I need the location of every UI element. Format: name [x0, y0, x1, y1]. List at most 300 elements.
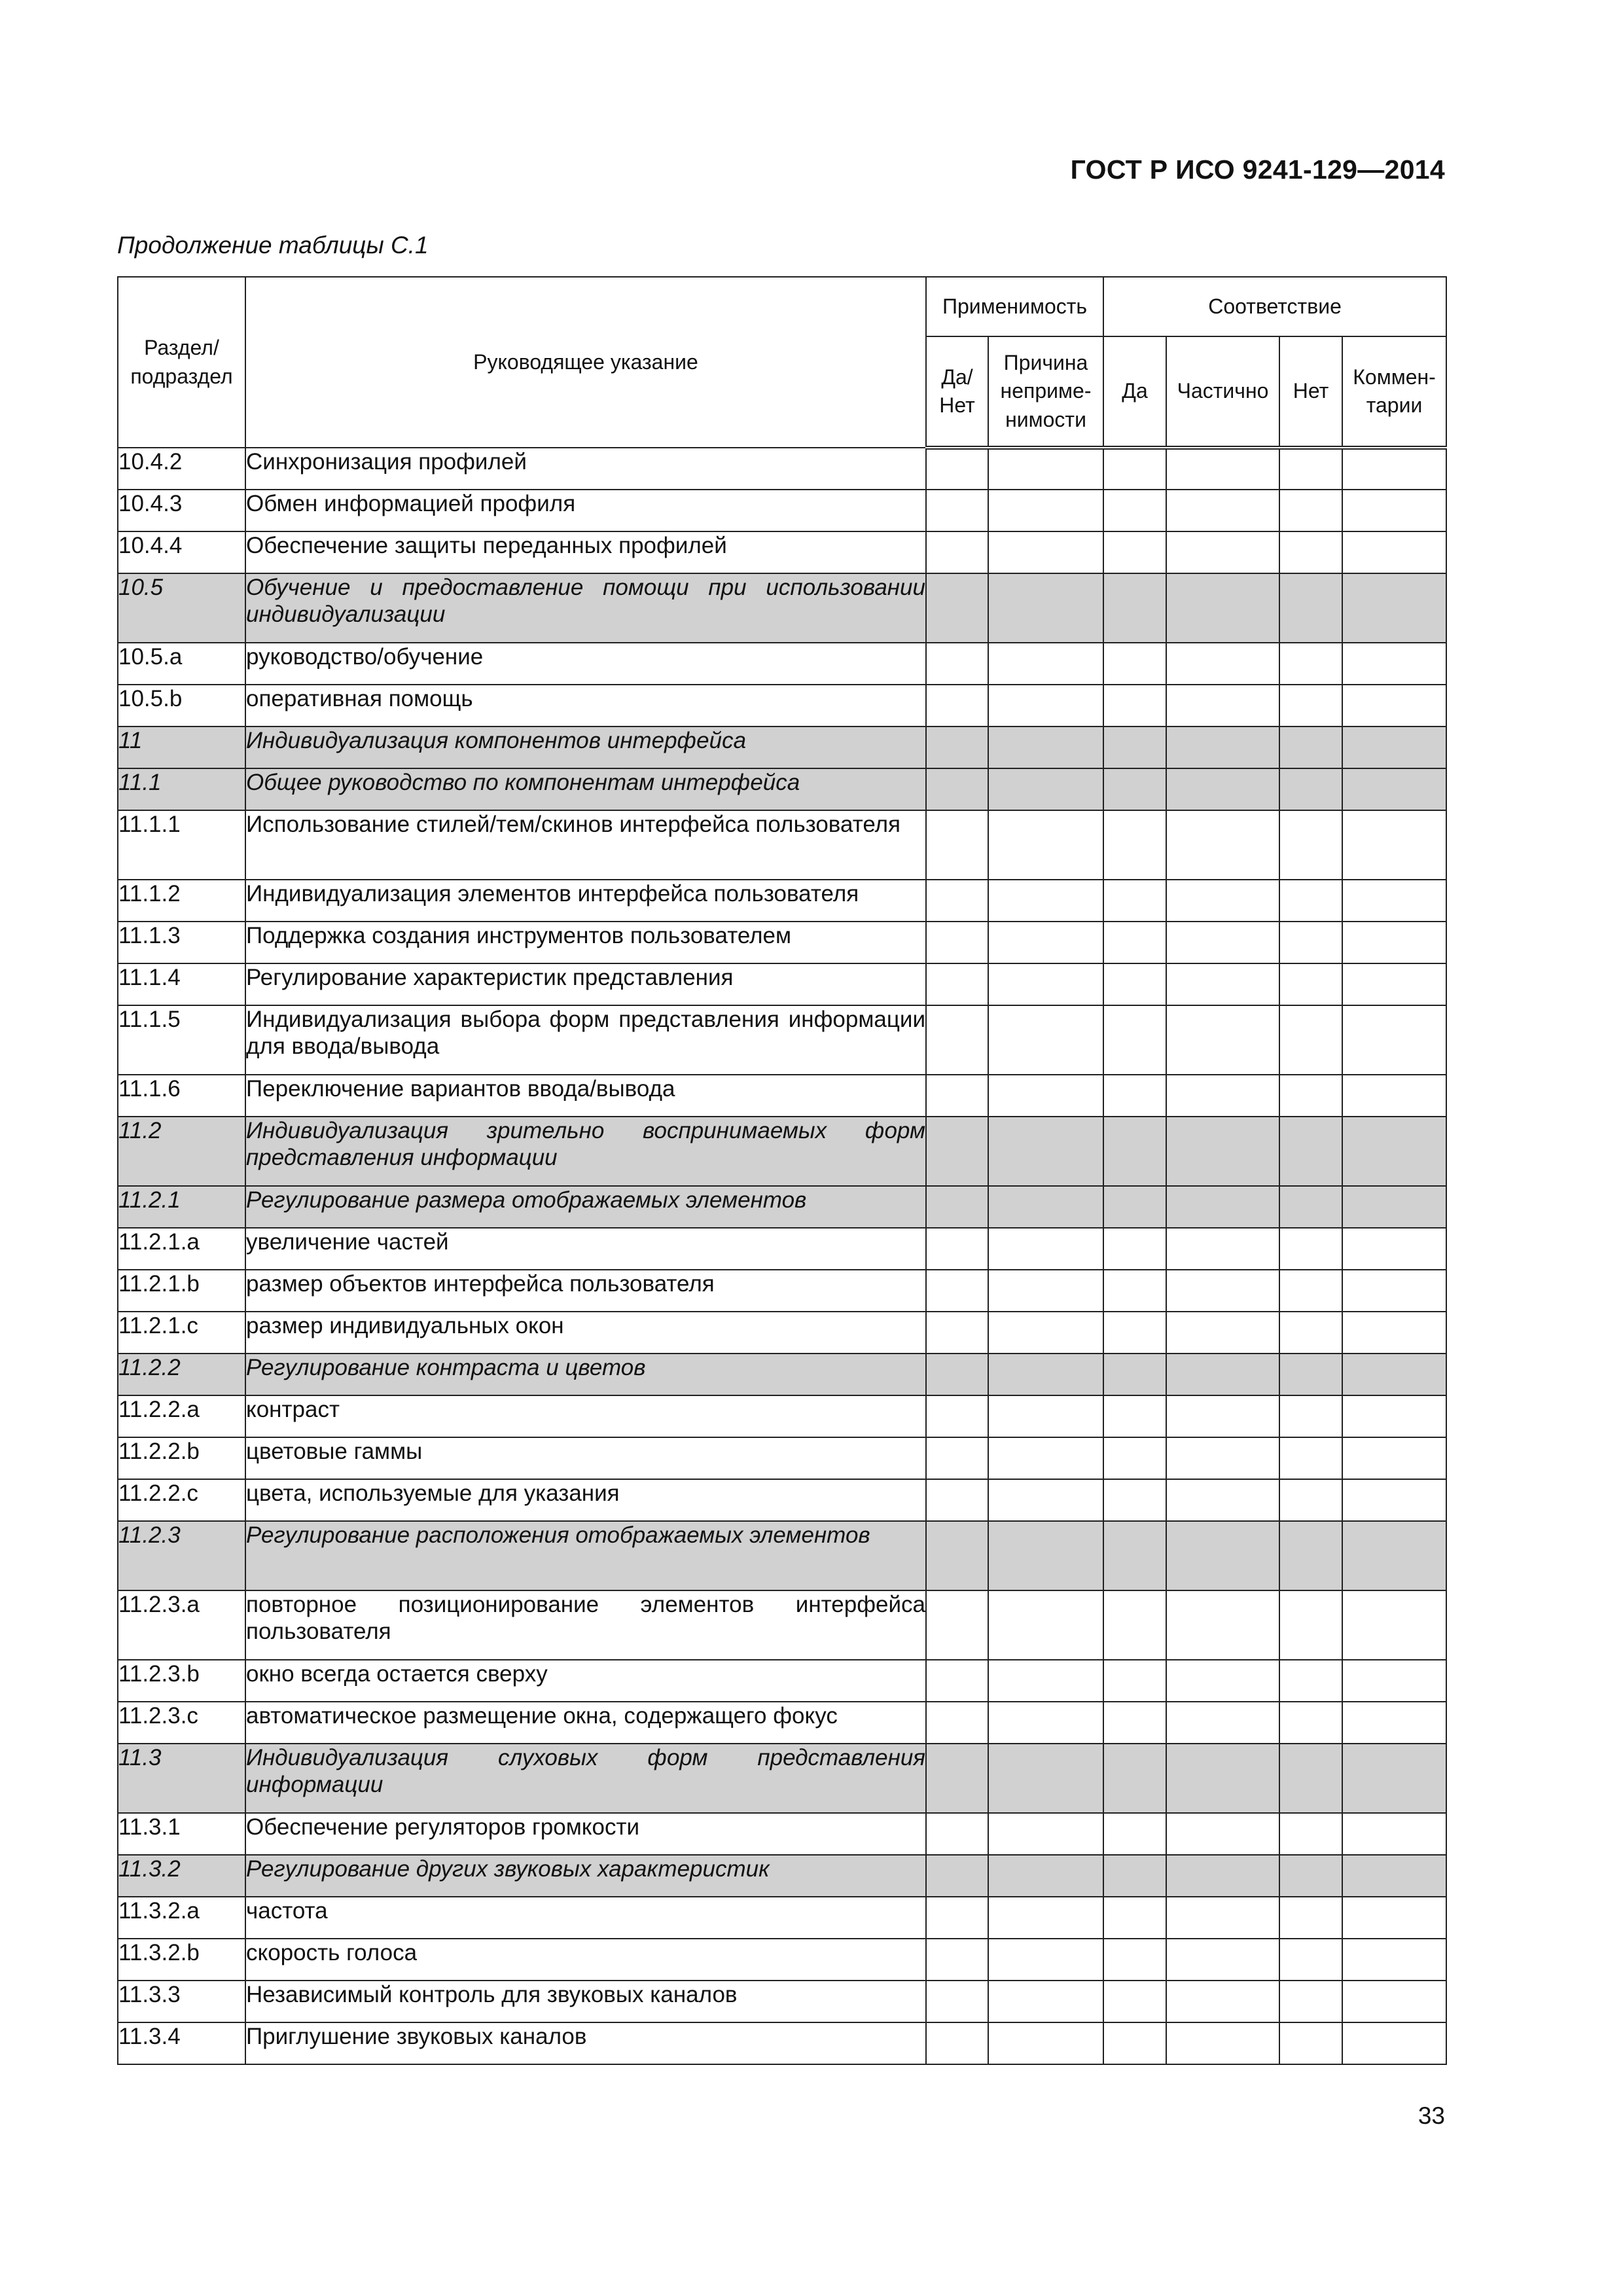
table-row	[118, 810, 1446, 880]
applicable-cell[interactable]	[926, 1186, 988, 1228]
applicable-cell[interactable]	[926, 1117, 988, 1186]
yes-cell[interactable]	[1103, 768, 1166, 810]
table-row	[118, 1479, 1446, 1521]
no-cell[interactable]	[1279, 1813, 1342, 1855]
reason-cell[interactable]	[988, 1437, 1103, 1479]
section-number: 11.2.3.b	[118, 1660, 245, 1702]
no-cell[interactable]	[1279, 1855, 1342, 1897]
comments-cell[interactable]	[1342, 2022, 1446, 2064]
guidance-text: оперативная помощь	[245, 685, 926, 726]
no-cell[interactable]	[1279, 1981, 1342, 2022]
yes-cell[interactable]	[1103, 1855, 1166, 1897]
partial-cell[interactable]	[1166, 531, 1279, 573]
applicable-cell[interactable]	[926, 448, 988, 490]
reason-cell[interactable]	[988, 685, 1103, 726]
comments-cell[interactable]	[1342, 1075, 1446, 1117]
applicable-cell[interactable]	[926, 768, 988, 810]
no-cell[interactable]	[1279, 1005, 1342, 1075]
guidance-text: повторное позиционирование элементов интерфейса пользователя	[245, 1590, 926, 1660]
section-number: 11.1.1	[118, 810, 245, 880]
partial-cell[interactable]	[1166, 922, 1279, 963]
table-row	[118, 963, 1446, 1005]
section-number: 10.4.4	[118, 531, 245, 573]
reason-cell[interactable]	[988, 1744, 1103, 1813]
section-number: 10.5.b	[118, 685, 245, 726]
yes-cell[interactable]	[1103, 1228, 1166, 1270]
reason-cell[interactable]	[988, 490, 1103, 531]
section-number: 10.5	[118, 573, 245, 643]
guidance-text: Регулирование контраста и цветов	[245, 1354, 926, 1395]
applicable-cell[interactable]	[926, 1075, 988, 1117]
no-cell[interactable]	[1279, 448, 1342, 490]
no-cell[interactable]	[1279, 963, 1342, 1005]
applicable-cell[interactable]	[926, 880, 988, 922]
no-cell[interactable]	[1279, 573, 1342, 643]
guidance-text: скорость голоса	[245, 1939, 926, 1981]
yes-cell[interactable]	[1103, 1270, 1166, 1312]
yes-cell[interactable]	[1103, 1981, 1166, 2022]
section-number: 11.1.5	[118, 1005, 245, 1075]
guidance-text: Синхронизация профилей	[245, 448, 926, 490]
no-cell[interactable]	[1279, 768, 1342, 810]
table-group-row	[118, 1117, 1446, 1186]
reason-cell[interactable]	[988, 1939, 1103, 1981]
applicable-cell[interactable]	[926, 922, 988, 963]
yes-cell[interactable]	[1103, 1939, 1166, 1981]
reason-cell[interactable]	[988, 1395, 1103, 1437]
reason-cell[interactable]	[988, 1312, 1103, 1354]
comments-cell[interactable]	[1342, 810, 1446, 880]
yes-cell[interactable]	[1103, 1395, 1166, 1437]
applicable-cell[interactable]	[926, 1939, 988, 1981]
table-row	[118, 448, 1446, 490]
partial-cell[interactable]	[1166, 1660, 1279, 1702]
comments-cell[interactable]	[1342, 1005, 1446, 1075]
guidance-text: цвета, используемые для указания	[245, 1479, 926, 1521]
section-number: 11.2.3.c	[118, 1702, 245, 1744]
no-cell[interactable]	[1279, 1590, 1342, 1660]
applicable-cell[interactable]	[926, 1590, 988, 1660]
section-number: 10.4.3	[118, 490, 245, 531]
no-cell[interactable]	[1279, 2022, 1342, 2064]
partial-cell[interactable]	[1166, 1075, 1279, 1117]
section-number: 11.1.4	[118, 963, 245, 1005]
guidance-text: Индивидуализация элементов интерфейса пользователя	[245, 880, 926, 922]
comments-cell[interactable]	[1342, 573, 1446, 643]
guidance-text: Приглушение звуковых каналов	[245, 2022, 926, 2064]
no-cell[interactable]	[1279, 726, 1342, 768]
applicable-cell[interactable]	[926, 1897, 988, 1939]
partial-cell[interactable]	[1166, 1813, 1279, 1855]
no-cell[interactable]	[1279, 1437, 1342, 1479]
comments-cell[interactable]	[1342, 1981, 1446, 2022]
comments-cell[interactable]	[1342, 768, 1446, 810]
table-group-row	[118, 1354, 1446, 1395]
reason-cell[interactable]	[988, 768, 1103, 810]
col-applicability-header: Применимость	[926, 277, 1103, 336]
section-number: 11.3.2.b	[118, 1939, 245, 1981]
applicable-cell[interactable]	[926, 810, 988, 880]
guidance-text: автоматическое размещение окна, содержащего фокус	[245, 1702, 926, 1744]
yes-cell[interactable]	[1103, 880, 1166, 922]
partial-cell[interactable]	[1166, 963, 1279, 1005]
reason-cell[interactable]	[988, 448, 1103, 490]
table-row	[118, 643, 1446, 685]
partial-cell[interactable]	[1166, 1521, 1279, 1590]
guidance-text: Регулирование размера отображаемых элементов	[245, 1186, 926, 1228]
guidance-text: контраст	[245, 1395, 926, 1437]
section-number: 11.2.1.b	[118, 1270, 245, 1312]
guidance-text: Индивидуализация зрительно воспринимаемых форм представления информации	[245, 1117, 926, 1186]
yes-cell[interactable]	[1103, 685, 1166, 726]
partial-cell[interactable]	[1166, 1354, 1279, 1395]
partial-cell[interactable]	[1166, 1395, 1279, 1437]
yes-cell[interactable]	[1103, 1702, 1166, 1744]
applicable-cell[interactable]	[926, 1270, 988, 1312]
comments-cell[interactable]	[1342, 1897, 1446, 1939]
no-cell[interactable]	[1279, 1186, 1342, 1228]
reason-cell[interactable]	[988, 1521, 1103, 1590]
comments-cell[interactable]	[1342, 1813, 1446, 1855]
applicable-cell[interactable]	[926, 1437, 988, 1479]
comments-cell[interactable]	[1342, 1939, 1446, 1981]
applicable-cell[interactable]	[926, 1312, 988, 1354]
no-cell[interactable]	[1279, 685, 1342, 726]
comments-cell[interactable]	[1342, 643, 1446, 685]
partial-cell[interactable]	[1166, 880, 1279, 922]
no-cell[interactable]	[1279, 490, 1342, 531]
applicable-cell[interactable]	[926, 1395, 988, 1437]
yes-cell[interactable]	[1103, 726, 1166, 768]
reason-cell[interactable]	[988, 1354, 1103, 1395]
partial-cell[interactable]	[1166, 768, 1279, 810]
reason-cell[interactable]	[988, 643, 1103, 685]
no-cell[interactable]	[1279, 1702, 1342, 1744]
no-cell[interactable]	[1279, 922, 1342, 963]
section-number: 11.2.3	[118, 1521, 245, 1590]
guidance-text: Регулирование других звуковых характеристик	[245, 1855, 926, 1897]
no-cell[interactable]	[1279, 1939, 1342, 1981]
partial-cell[interactable]	[1166, 448, 1279, 490]
yes-cell[interactable]	[1103, 1354, 1166, 1395]
partial-cell[interactable]	[1166, 685, 1279, 726]
section-number: 11.3.4	[118, 2022, 245, 2064]
yes-cell[interactable]	[1103, 573, 1166, 643]
yes-cell[interactable]	[1103, 1897, 1166, 1939]
comments-cell[interactable]	[1342, 922, 1446, 963]
table-row	[118, 490, 1446, 531]
reason-cell[interactable]	[988, 1897, 1103, 1939]
col-partial-header: Частично	[1166, 336, 1279, 448]
section-number: 11.2.2.a	[118, 1395, 245, 1437]
yes-cell[interactable]	[1103, 490, 1166, 531]
applicable-cell[interactable]	[926, 490, 988, 531]
table-header	[118, 277, 1446, 448]
section-number: 11.1.6	[118, 1075, 245, 1117]
guidance-text: размер объектов интерфейса пользователя	[245, 1270, 926, 1312]
partial-cell[interactable]	[1166, 490, 1279, 531]
table-row	[118, 922, 1446, 963]
table-group-row	[118, 726, 1446, 768]
guidance-text: Общее руководство по компонентам интерфейса	[245, 768, 926, 810]
yes-cell[interactable]	[1103, 963, 1166, 1005]
section-number: 10.5.a	[118, 643, 245, 685]
partial-cell[interactable]	[1166, 1702, 1279, 1744]
table-row	[118, 1702, 1446, 1744]
reason-cell[interactable]	[988, 1702, 1103, 1744]
comments-cell[interactable]	[1342, 531, 1446, 573]
section-number: 11.3.2.a	[118, 1897, 245, 1939]
table-row	[118, 1005, 1446, 1075]
reason-cell[interactable]	[988, 1479, 1103, 1521]
comments-cell[interactable]	[1342, 448, 1446, 490]
applicable-cell[interactable]	[926, 685, 988, 726]
table-group-row	[118, 1186, 1446, 1228]
yes-cell[interactable]	[1103, 1186, 1166, 1228]
comments-cell[interactable]	[1342, 685, 1446, 726]
applicable-cell[interactable]	[926, 1005, 988, 1075]
no-cell[interactable]	[1279, 1354, 1342, 1395]
partial-cell[interactable]	[1166, 2022, 1279, 2064]
section-number: 11.2.2.c	[118, 1479, 245, 1521]
partial-cell[interactable]	[1166, 1186, 1279, 1228]
table-body	[118, 448, 1446, 2064]
guidance-text: Индивидуализация выбора форм представления информации для ввода/вывода	[245, 1005, 926, 1075]
yes-cell[interactable]	[1103, 922, 1166, 963]
comments-cell[interactable]	[1342, 490, 1446, 531]
partial-cell[interactable]	[1166, 1939, 1279, 1981]
reason-cell[interactable]	[988, 1590, 1103, 1660]
reason-cell[interactable]	[988, 531, 1103, 573]
reason-cell[interactable]	[988, 1228, 1103, 1270]
yes-cell[interactable]	[1103, 1075, 1166, 1117]
no-cell[interactable]	[1279, 1479, 1342, 1521]
reason-cell[interactable]	[988, 1075, 1103, 1117]
comments-cell[interactable]	[1342, 1354, 1446, 1395]
partial-cell[interactable]	[1166, 1897, 1279, 1939]
section-number: 11.3.1	[118, 1813, 245, 1855]
section-number: 11.2.1.c	[118, 1312, 245, 1354]
yes-cell[interactable]	[1103, 1312, 1166, 1354]
section-number: 11.2.1	[118, 1186, 245, 1228]
applicable-cell[interactable]	[926, 1744, 988, 1813]
guidance-text: Обеспечение защиты переданных профилей	[245, 531, 926, 573]
yes-cell[interactable]	[1103, 1590, 1166, 1660]
section-number: 11.3	[118, 1744, 245, 1813]
section-number: 10.4.2	[118, 448, 245, 490]
reason-cell[interactable]	[988, 1855, 1103, 1897]
comments-cell[interactable]	[1342, 1479, 1446, 1521]
table-row	[118, 1312, 1446, 1354]
partial-cell[interactable]	[1166, 1437, 1279, 1479]
applicable-cell[interactable]	[926, 643, 988, 685]
yes-cell[interactable]	[1103, 2022, 1166, 2064]
reason-cell[interactable]	[988, 1117, 1103, 1186]
comments-cell[interactable]	[1342, 1437, 1446, 1479]
reason-cell[interactable]	[988, 810, 1103, 880]
yes-cell[interactable]	[1103, 1479, 1166, 1521]
comments-cell[interactable]	[1342, 1186, 1446, 1228]
comments-cell[interactable]	[1342, 1660, 1446, 1702]
partial-cell[interactable]	[1166, 810, 1279, 880]
applicable-cell[interactable]	[926, 1813, 988, 1855]
applicable-cell[interactable]	[926, 1855, 988, 1897]
guidance-text: Независимый контроль для звуковых каналов	[245, 1981, 926, 2022]
guidance-text: частота	[245, 1897, 926, 1939]
col-yes-header: Да	[1103, 336, 1166, 448]
guidance-text: Обмен информацией профиля	[245, 490, 926, 531]
partial-cell[interactable]	[1166, 1855, 1279, 1897]
no-cell[interactable]	[1279, 880, 1342, 922]
no-cell[interactable]	[1279, 1521, 1342, 1590]
yes-cell[interactable]	[1103, 1660, 1166, 1702]
comments-cell[interactable]	[1342, 1521, 1446, 1590]
guidance-text: Переключение вариантов ввода/вывода	[245, 1075, 926, 1117]
comments-cell[interactable]	[1342, 1117, 1446, 1186]
guidance-text: размер индивидуальных окон	[245, 1312, 926, 1354]
applicable-cell[interactable]	[926, 2022, 988, 2064]
standard-designation: ГОСТ Р ИСО 9241-129—2014	[1070, 154, 1445, 185]
reason-cell[interactable]	[988, 880, 1103, 922]
comments-cell[interactable]	[1342, 963, 1446, 1005]
partial-cell[interactable]	[1166, 1744, 1279, 1813]
yes-cell[interactable]	[1103, 1521, 1166, 1590]
guidance-text: Использование стилей/тем/скинов интерфейса пользователя	[245, 810, 926, 880]
table-row	[118, 1228, 1446, 1270]
yes-cell[interactable]	[1103, 1005, 1166, 1075]
partial-cell[interactable]	[1166, 1117, 1279, 1186]
applicable-cell[interactable]	[926, 1521, 988, 1590]
no-cell[interactable]	[1279, 1660, 1342, 1702]
applicable-cell[interactable]	[926, 573, 988, 643]
applicable-cell[interactable]	[926, 1228, 988, 1270]
yes-cell[interactable]	[1103, 531, 1166, 573]
no-cell[interactable]	[1279, 1228, 1342, 1270]
no-cell[interactable]	[1279, 531, 1342, 573]
applicable-cell[interactable]	[926, 1981, 988, 2022]
partial-cell[interactable]	[1166, 1005, 1279, 1075]
comments-cell[interactable]	[1342, 726, 1446, 768]
guidance-text: Регулирование расположения отображаемых элементов	[245, 1521, 926, 1590]
no-cell[interactable]	[1279, 1075, 1342, 1117]
guidance-text: цветовые гаммы	[245, 1437, 926, 1479]
partial-cell[interactable]	[1166, 573, 1279, 643]
comments-cell[interactable]	[1342, 1312, 1446, 1354]
no-cell[interactable]	[1279, 1395, 1342, 1437]
applicable-cell[interactable]	[926, 726, 988, 768]
comments-cell[interactable]	[1342, 1270, 1446, 1312]
yes-cell[interactable]	[1103, 1117, 1166, 1186]
table-row	[118, 1270, 1446, 1312]
partial-cell[interactable]	[1166, 1312, 1279, 1354]
no-cell[interactable]	[1279, 643, 1342, 685]
guidance-text: Поддержка создания инструментов пользователем	[245, 922, 926, 963]
guidance-text: Индивидуализация слуховых форм представления информации	[245, 1744, 926, 1813]
table-row	[118, 1813, 1446, 1855]
col-comments-header: Коммен- тарии	[1342, 336, 1446, 448]
partial-cell[interactable]	[1166, 1590, 1279, 1660]
reason-cell[interactable]	[988, 963, 1103, 1005]
reason-cell[interactable]	[988, 1660, 1103, 1702]
reason-cell[interactable]	[988, 1186, 1103, 1228]
applicable-cell[interactable]	[926, 531, 988, 573]
section-number: 11.2	[118, 1117, 245, 1186]
table-row	[118, 685, 1446, 726]
guidance-text: руководство/обучение	[245, 643, 926, 685]
applicable-cell[interactable]	[926, 963, 988, 1005]
comments-cell[interactable]	[1342, 1228, 1446, 1270]
reason-cell[interactable]	[988, 1005, 1103, 1075]
col-guidance-header: Руководящее указание	[245, 277, 926, 448]
reason-cell[interactable]	[988, 1813, 1103, 1855]
col-section-header: Раздел/ подраздел	[118, 277, 245, 448]
partial-cell[interactable]	[1166, 1479, 1279, 1521]
partial-cell[interactable]	[1166, 1228, 1279, 1270]
partial-cell[interactable]	[1166, 1270, 1279, 1312]
reason-cell[interactable]	[988, 2022, 1103, 2064]
reason-cell[interactable]	[988, 1270, 1103, 1312]
applicable-cell[interactable]	[926, 1702, 988, 1744]
partial-cell[interactable]	[1166, 643, 1279, 685]
section-number: 11.1.3	[118, 922, 245, 963]
partial-cell[interactable]	[1166, 726, 1279, 768]
yes-cell[interactable]	[1103, 1437, 1166, 1479]
reason-cell[interactable]	[988, 726, 1103, 768]
comments-cell[interactable]	[1342, 1395, 1446, 1437]
section-number: 11.1	[118, 768, 245, 810]
reason-cell[interactable]	[988, 922, 1103, 963]
table-group-row	[118, 768, 1446, 810]
comments-cell[interactable]	[1342, 1855, 1446, 1897]
no-cell[interactable]	[1279, 1312, 1342, 1354]
reason-cell[interactable]	[988, 573, 1103, 643]
comments-cell[interactable]	[1342, 1744, 1446, 1813]
table-row	[118, 1660, 1446, 1702]
applicable-cell[interactable]	[926, 1479, 988, 1521]
comments-cell[interactable]	[1342, 880, 1446, 922]
section-number: 11	[118, 726, 245, 768]
applicable-cell[interactable]	[926, 1354, 988, 1395]
no-cell[interactable]	[1279, 1897, 1342, 1939]
yes-cell[interactable]	[1103, 448, 1166, 490]
section-number: 11.3.2	[118, 1855, 245, 1897]
guidance-text: Обучение и предоставление помощи при использовании индивидуализации	[245, 573, 926, 643]
page-number: 33	[1418, 2102, 1445, 2129]
table-caption: Продолжение таблицы С.1	[117, 232, 429, 259]
no-cell[interactable]	[1279, 1270, 1342, 1312]
applicable-cell[interactable]	[926, 1660, 988, 1702]
comments-cell[interactable]	[1342, 1702, 1446, 1744]
table-row	[118, 2022, 1446, 2064]
guidance-text: Индивидуализация компонентов интерфейса	[245, 726, 926, 768]
reason-cell[interactable]	[988, 1981, 1103, 2022]
no-cell[interactable]	[1279, 1744, 1342, 1813]
partial-cell[interactable]	[1166, 1981, 1279, 2022]
no-cell[interactable]	[1279, 810, 1342, 880]
guidance-text: окно всегда остается сверху	[245, 1660, 926, 1702]
table-group-row	[118, 573, 1446, 643]
yes-cell[interactable]	[1103, 643, 1166, 685]
comments-cell[interactable]	[1342, 1590, 1446, 1660]
section-number: 11.2.2.b	[118, 1437, 245, 1479]
table-row	[118, 1939, 1446, 1981]
yes-cell[interactable]	[1103, 1813, 1166, 1855]
table-row	[118, 1395, 1446, 1437]
yes-cell[interactable]	[1103, 810, 1166, 880]
yes-cell[interactable]	[1103, 1744, 1166, 1813]
section-number: 11.2.1.a	[118, 1228, 245, 1270]
no-cell[interactable]	[1279, 1117, 1342, 1186]
